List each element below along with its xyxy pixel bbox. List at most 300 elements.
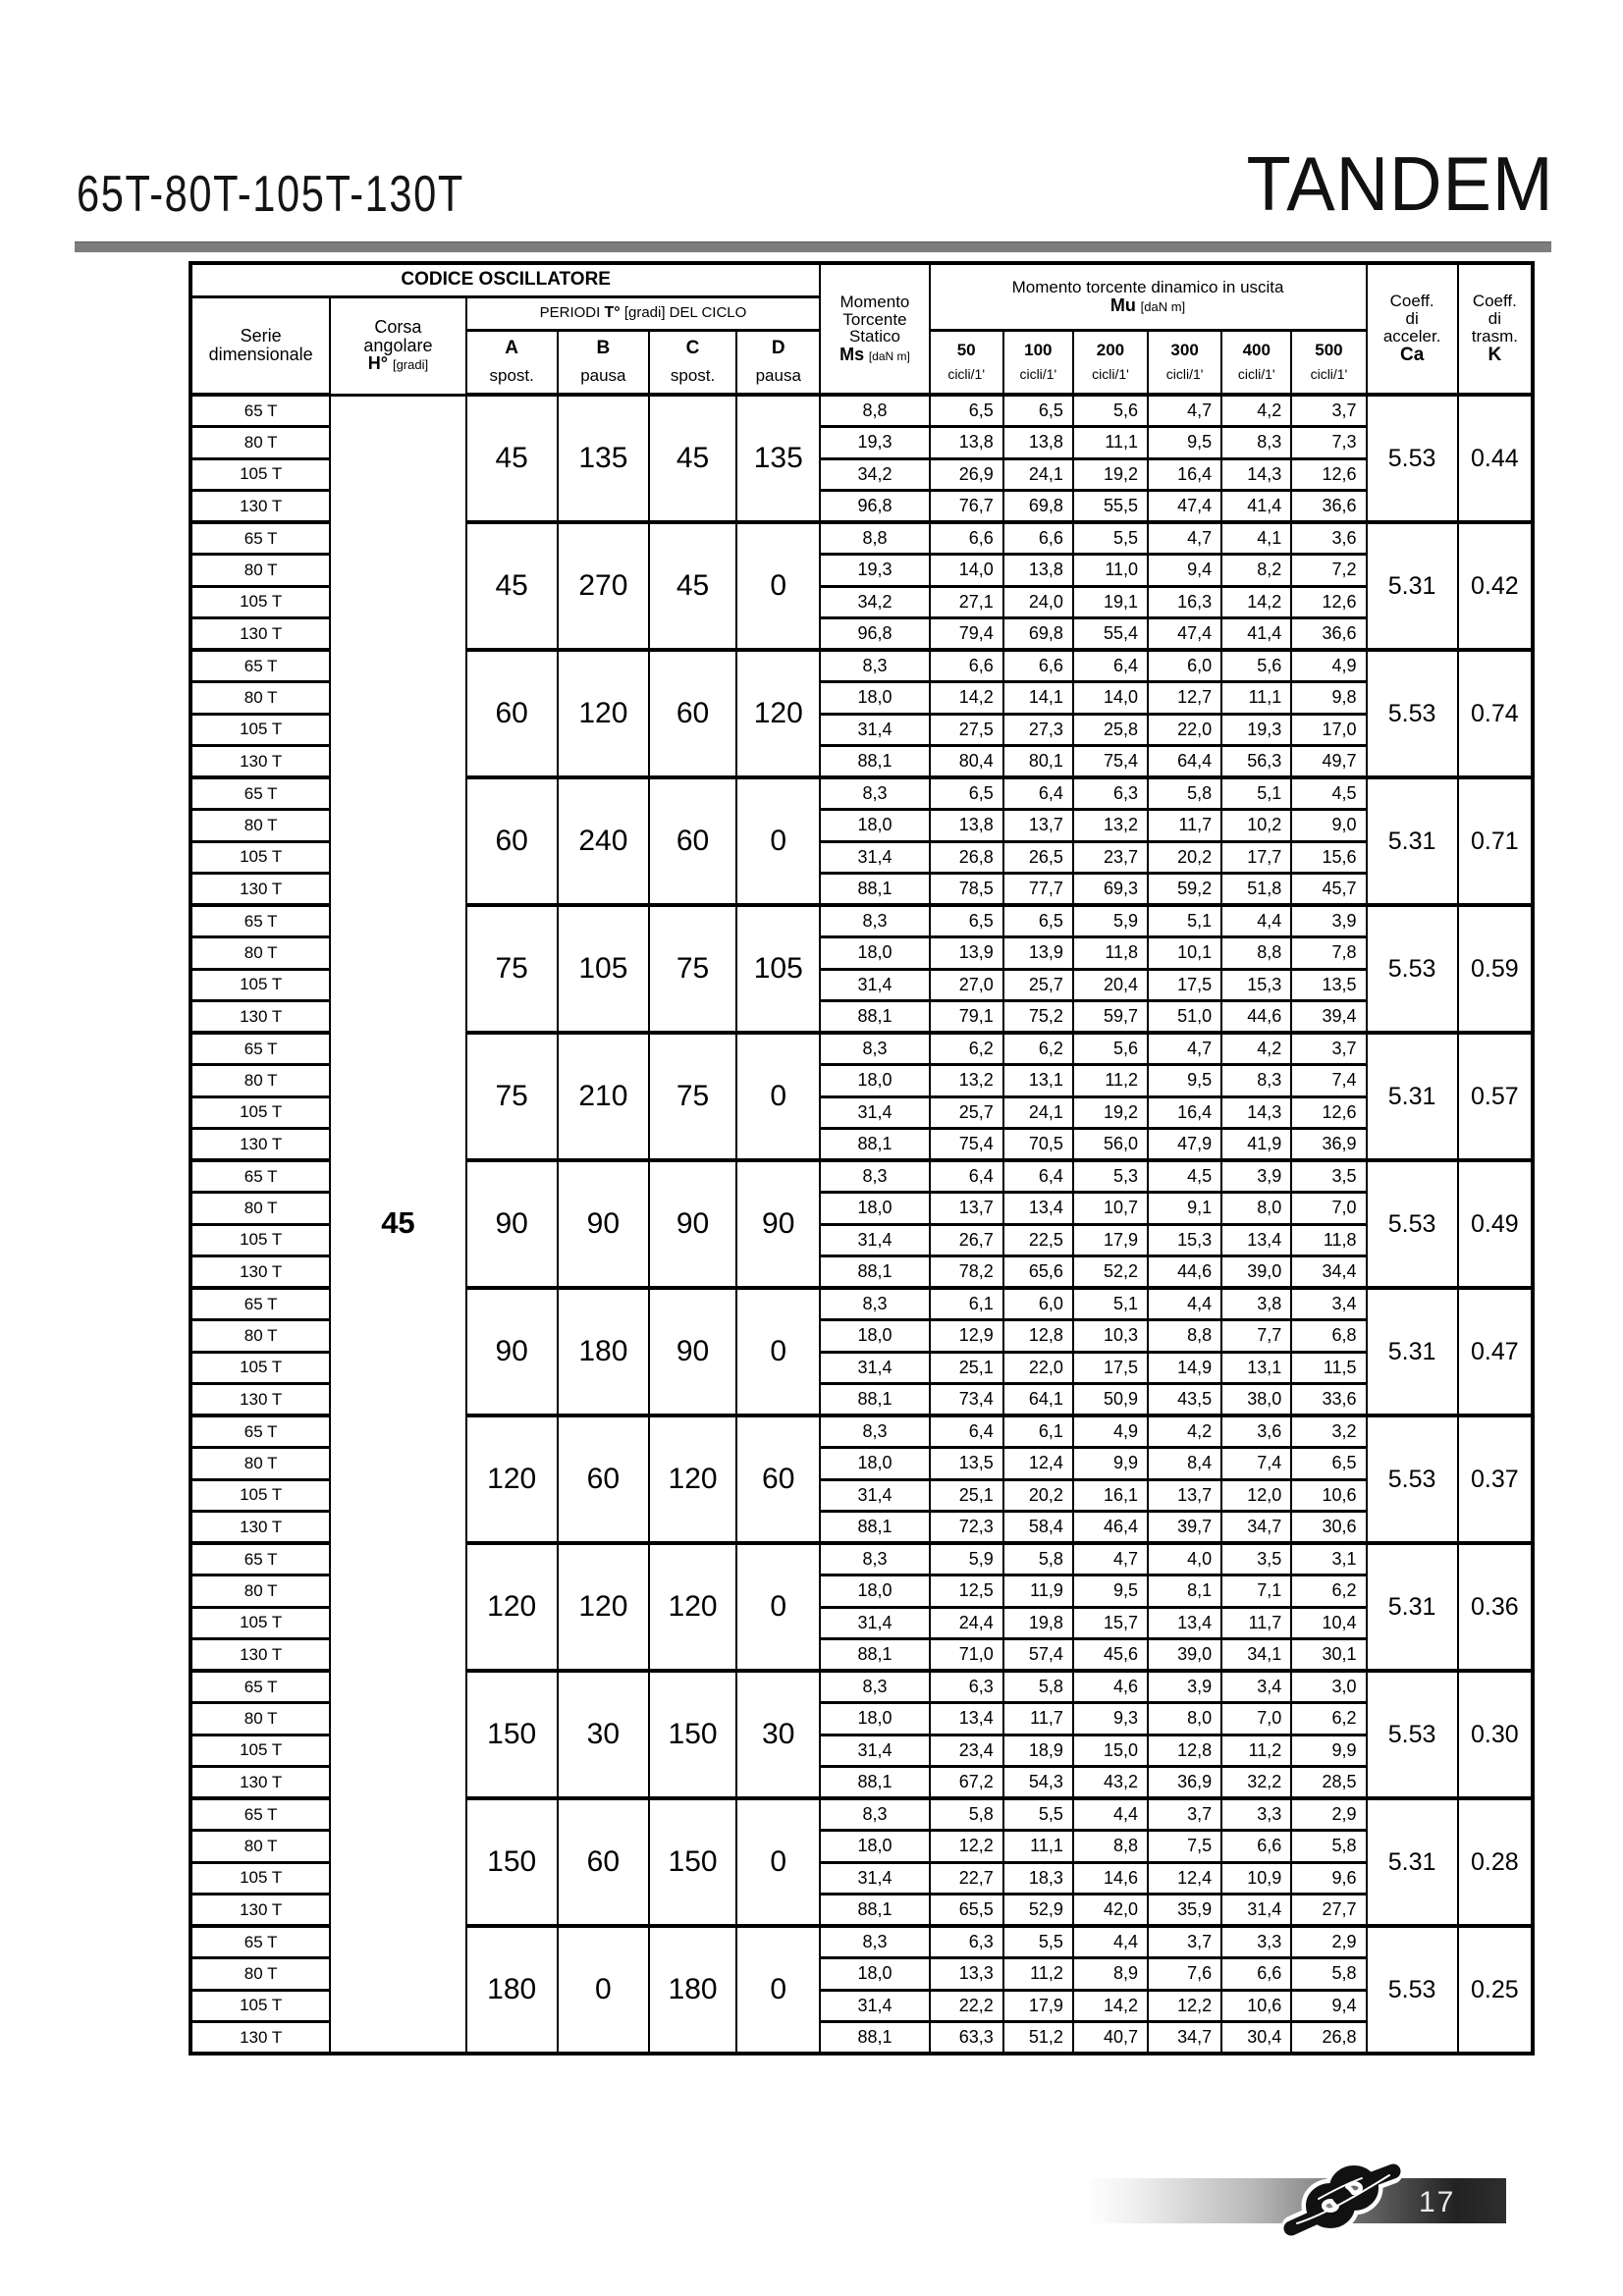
mu-value: 6,4 [930, 1160, 1003, 1193]
mu-value: 15,3 [1148, 1224, 1221, 1256]
page-number: 17 [1419, 2186, 1456, 2218]
mu-value: 17,9 [1003, 1990, 1073, 2022]
serie-cell: 65 T [190, 650, 330, 682]
ms-line: Statico [848, 327, 900, 347]
serie-cell: 80 T [190, 1831, 330, 1863]
mu-value: 11,1 [1221, 682, 1291, 715]
ms-value: 8,8 [820, 395, 929, 427]
serie-cell: 130 T [190, 2022, 330, 2055]
mu-value: 5,8 [930, 1798, 1003, 1831]
mu-value: 6,5 [930, 905, 1003, 937]
mu-value: 3,5 [1291, 1160, 1366, 1193]
mu-value: 5,1 [1073, 1288, 1148, 1320]
serie-cell: 105 T [190, 586, 330, 618]
period-value: 75 [649, 1033, 736, 1160]
mu-value: 7,2 [1291, 555, 1366, 587]
period-value: 30 [736, 1671, 820, 1798]
table-row [190, 395, 1533, 427]
mu-value: 4,9 [1073, 1415, 1148, 1448]
mu-value: 5,8 [1148, 777, 1221, 810]
mu-value: 12,2 [930, 1831, 1003, 1863]
mu-value: 28,5 [1291, 1767, 1366, 1799]
ms-value: 88,1 [820, 1512, 929, 1544]
serie-cell: 105 T [190, 1224, 330, 1256]
mu-value: 39,0 [1148, 1639, 1221, 1672]
mu-value: 12,0 [1221, 1479, 1291, 1512]
mu-value: 70,5 [1003, 1129, 1073, 1161]
mu-value: 56,0 [1073, 1129, 1148, 1161]
mu-value: 4,4 [1148, 1288, 1221, 1320]
mu-value: 69,8 [1003, 618, 1073, 651]
mu-value: 11,2 [1003, 1958, 1073, 1991]
mu-value: 36,9 [1291, 1129, 1366, 1161]
period-value: 180 [649, 1926, 736, 2054]
mu-value: 5,5 [1003, 1926, 1073, 1958]
mu-value: 42,0 [1073, 1895, 1148, 1927]
mu-value: 15,7 [1073, 1607, 1148, 1639]
mu-value: 6,6 [930, 522, 1003, 555]
mu-value: 7,3 [1291, 427, 1366, 459]
serie-cell: 80 T [190, 1065, 330, 1097]
ms-value: 8,3 [820, 1798, 929, 1831]
period-value: 0 [736, 1288, 820, 1415]
serie-cell: 130 T [190, 1001, 330, 1034]
mu-value: 9,4 [1291, 1990, 1366, 2022]
mu-value: 13,5 [930, 1448, 1003, 1480]
ms-value: 88,1 [820, 1001, 929, 1034]
mu-value: 5,6 [1073, 1033, 1148, 1065]
mu-value: 14,2 [1221, 586, 1291, 618]
ms-value: 8,3 [820, 1671, 929, 1703]
header-cicli-400: 400 cicli/1' [1221, 330, 1291, 395]
mu-value: 69,3 [1073, 874, 1148, 906]
mu-value: 4,5 [1148, 1160, 1221, 1193]
k-value: 0.36 [1458, 1543, 1533, 1671]
period-value: 150 [649, 1798, 736, 1926]
ms-value: 18,0 [820, 1575, 929, 1608]
serie-cell: 105 T [190, 969, 330, 1001]
mu-value: 10,2 [1221, 810, 1291, 842]
mu-value: 3,9 [1148, 1671, 1221, 1703]
ms-value: 31,4 [820, 1096, 929, 1129]
period-value: 60 [649, 777, 736, 905]
serie-cell: 80 T [190, 810, 330, 842]
mu-value: 3,9 [1221, 1160, 1291, 1193]
mu-value: 10,1 [1148, 937, 1221, 970]
mu-value: 58,4 [1003, 1512, 1073, 1544]
mu-value: 6,6 [1221, 1831, 1291, 1863]
mu-value: 4,7 [1148, 522, 1221, 555]
mu-value: 3,8 [1221, 1288, 1291, 1320]
mu-value: 44,6 [1148, 1256, 1221, 1289]
coeff-ca-symbol: Ca [1399, 344, 1425, 365]
serie-line: dimensionale [208, 344, 313, 364]
header-cicli-300: 300 cicli/1' [1148, 330, 1221, 395]
mu-value: 36,6 [1291, 618, 1366, 651]
mu-value: 24,4 [930, 1607, 1003, 1639]
mu-value: 78,5 [930, 874, 1003, 906]
mu-symbol: Mu [daN m] [1109, 294, 1186, 315]
mu-value: 14,3 [1221, 1096, 1291, 1129]
mu-value: 57,4 [1003, 1639, 1073, 1672]
mu-value: 8,3 [1221, 1065, 1291, 1097]
brand-title: TANDEM [1246, 140, 1554, 227]
serie-cell: 105 T [190, 841, 330, 874]
serie-cell: 65 T [190, 905, 330, 937]
mu-value: 23,7 [1073, 841, 1148, 874]
mu-value: 10,6 [1221, 1990, 1291, 2022]
periodi-t: T° [604, 303, 621, 321]
period-value: 45 [649, 395, 736, 522]
mu-value: 45,6 [1073, 1639, 1148, 1672]
mu-value: 11,1 [1003, 1831, 1073, 1863]
mu-value: 14,3 [1221, 458, 1291, 491]
mu-value: 5,6 [1073, 395, 1148, 427]
corsa-angolare-value: 45 [330, 395, 465, 2054]
mu-value: 50,9 [1073, 1384, 1148, 1416]
mu-value: 14,9 [1148, 1352, 1221, 1384]
mu-value: 12,9 [930, 1320, 1003, 1353]
mu-value: 3,3 [1221, 1798, 1291, 1831]
mu-value: 9,3 [1073, 1703, 1148, 1735]
ms-value: 8,3 [820, 1926, 929, 1958]
serie-cell: 80 T [190, 1193, 330, 1225]
period-value: 90 [736, 1160, 820, 1288]
mu-value: 15,0 [1073, 1735, 1148, 1767]
ms-line: Momento [839, 292, 910, 311]
serie-cell: 80 T [190, 427, 330, 459]
spec-table-body [190, 395, 1533, 2054]
mu-value: 4,9 [1291, 650, 1366, 682]
mu-value: 26,5 [1003, 841, 1073, 874]
mu-value: 73,4 [930, 1384, 1003, 1416]
period-value: 75 [466, 1033, 558, 1160]
mu-value: 25,7 [930, 1096, 1003, 1129]
mu-value: 75,2 [1003, 1001, 1073, 1034]
ms-value: 19,3 [820, 555, 929, 587]
mu-value: 3,7 [1291, 395, 1366, 427]
period-value: 0 [736, 1798, 820, 1926]
serie-cell: 65 T [190, 1671, 330, 1703]
mu-value: 34,7 [1221, 1512, 1291, 1544]
mu-value: 9,0 [1291, 810, 1366, 842]
mu-value: 27,3 [1003, 714, 1073, 746]
period-value: 120 [649, 1543, 736, 1671]
mu-value: 47,4 [1148, 491, 1221, 523]
ca-value: 5.31 [1367, 1288, 1458, 1415]
period-value: 75 [466, 905, 558, 1033]
corsa-line: angolare [363, 335, 433, 355]
mu-value: 13,8 [1003, 427, 1073, 459]
period-value: 90 [466, 1160, 558, 1288]
mu-value: 24,1 [1003, 1096, 1073, 1129]
mu-value: 6,0 [1003, 1288, 1073, 1320]
mu-value: 17,0 [1291, 714, 1366, 746]
mu-value: 56,3 [1221, 746, 1291, 778]
period-value: 150 [649, 1671, 736, 1798]
mu-value: 13,3 [930, 1958, 1003, 1991]
mu-value: 15,6 [1291, 841, 1366, 874]
ms-value: 8,3 [820, 1543, 929, 1575]
mu-value: 76,7 [930, 491, 1003, 523]
mu-value: 47,4 [1148, 618, 1221, 651]
mu-value: 78,2 [930, 1256, 1003, 1289]
ms-value: 8,3 [820, 650, 929, 682]
mu-value: 51,2 [1003, 2022, 1073, 2055]
mu-value: 12,8 [1148, 1735, 1221, 1767]
mu-value: 4,7 [1148, 1033, 1221, 1065]
mu-value: 5,5 [1003, 1798, 1073, 1831]
serie-cell: 130 T [190, 1384, 330, 1416]
period-value: 210 [558, 1033, 649, 1160]
mu-value: 11,9 [1003, 1575, 1073, 1608]
mu-value: 12,8 [1003, 1320, 1073, 1353]
mu-value: 11,8 [1073, 937, 1148, 970]
mu-value: 14,2 [930, 682, 1003, 715]
period-value: 0 [736, 1033, 820, 1160]
serie-cell: 65 T [190, 395, 330, 427]
mu-value: 13,2 [1073, 810, 1148, 842]
serie-cell: 65 T [190, 522, 330, 555]
ms-value: 88,1 [820, 1256, 929, 1289]
period-value: 180 [466, 1926, 558, 2054]
ms-value: 31,4 [820, 1607, 929, 1639]
ms-value: 31,4 [820, 841, 929, 874]
ms-value: 31,4 [820, 1862, 929, 1895]
header-codice-oscillatore: CODICE OSCILLATORE [190, 263, 820, 296]
mu-value: 3,7 [1148, 1798, 1221, 1831]
mu-value: 43,5 [1148, 1384, 1221, 1416]
mu-value: 16,4 [1148, 458, 1221, 491]
period-value: 60 [558, 1415, 649, 1543]
coeff-line: di [1488, 309, 1501, 329]
ms-value: 18,0 [820, 1703, 929, 1735]
k-value: 0.37 [1458, 1415, 1533, 1543]
mu-value: 2,9 [1291, 1798, 1366, 1831]
ca-value: 5.31 [1367, 1543, 1458, 1671]
mu-value: 26,8 [930, 841, 1003, 874]
ms-value: 31,4 [820, 1352, 929, 1384]
mu-value: 4,5 [1291, 777, 1366, 810]
ms-value: 18,0 [820, 810, 929, 842]
mu-value: 18,3 [1003, 1862, 1073, 1895]
mu-value: 5,9 [930, 1543, 1003, 1575]
period-value: 90 [558, 1160, 649, 1288]
header-cicli-100: 100 cicli/1' [1003, 330, 1073, 395]
period-value: 150 [466, 1798, 558, 1926]
mu-value: 9,5 [1073, 1575, 1148, 1608]
period-value: 120 [466, 1543, 558, 1671]
serie-cell: 105 T [190, 1990, 330, 2022]
k-value: 0.59 [1458, 905, 1533, 1033]
mu-value: 75,4 [1073, 746, 1148, 778]
ms-value: 8,8 [820, 522, 929, 555]
mu-value: 77,7 [1003, 874, 1073, 906]
serie-cell: 65 T [190, 1926, 330, 1958]
ca-value: 5.53 [1367, 650, 1458, 777]
mu-value: 39,7 [1148, 1512, 1221, 1544]
mu-value: 9,8 [1291, 682, 1366, 715]
period-value: 0 [736, 522, 820, 650]
serie-cell: 65 T [190, 1033, 330, 1065]
mu-value: 12,2 [1148, 1990, 1221, 2022]
mu-value: 13,8 [1003, 555, 1073, 587]
mu-value: 11,0 [1073, 555, 1148, 587]
mu-value: 5,8 [1291, 1831, 1366, 1863]
mu-value: 6,4 [1073, 650, 1148, 682]
mu-value: 9,1 [1148, 1193, 1221, 1225]
mu-value: 9,9 [1291, 1735, 1366, 1767]
mu-value: 34,7 [1148, 2022, 1221, 2055]
mu-value: 5,1 [1221, 777, 1291, 810]
mu-value: 3,7 [1148, 1926, 1221, 1958]
serie-cell: 105 T [190, 1735, 330, 1767]
mu-value: 22,0 [1148, 714, 1221, 746]
ms-value: 31,4 [820, 714, 929, 746]
period-value: 135 [558, 395, 649, 522]
mu-value: 7,5 [1148, 1831, 1221, 1863]
ms-value: 88,1 [820, 1767, 929, 1799]
coeff-line: di [1405, 309, 1419, 329]
mu-value: 12,7 [1148, 682, 1221, 715]
coeff-k-symbol: K [1488, 344, 1502, 365]
mu-value: 10,9 [1221, 1862, 1291, 1895]
mu-value: 43,2 [1073, 1767, 1148, 1799]
mu-value: 6,6 [1003, 522, 1073, 555]
mu-value: 4,7 [1073, 1543, 1148, 1575]
mu-value: 30,4 [1221, 2022, 1291, 2055]
mu-value: 80,1 [1003, 746, 1073, 778]
mu-value: 24,0 [1003, 586, 1073, 618]
mu-value: 3,5 [1221, 1543, 1291, 1575]
ms-value: 88,1 [820, 746, 929, 778]
mu-value: 13,7 [930, 1193, 1003, 1225]
mu-value: 31,4 [1221, 1895, 1291, 1927]
mu-value: 16,3 [1148, 586, 1221, 618]
period-value: 240 [558, 777, 649, 905]
ms-value: 18,0 [820, 1193, 929, 1225]
period-value: 105 [736, 905, 820, 1033]
mu-value: 51,8 [1221, 874, 1291, 906]
mu-value: 79,1 [930, 1001, 1003, 1034]
mu-value: 5,8 [1003, 1543, 1073, 1575]
mu-value: 12,4 [1148, 1862, 1221, 1895]
header-period-a: A spost. [466, 330, 558, 395]
serie-cell: 105 T [190, 1607, 330, 1639]
mu-value: 13,7 [1003, 810, 1073, 842]
mu-value: 3,3 [1221, 1926, 1291, 1958]
mu-value: 41,4 [1221, 618, 1291, 651]
k-value: 0.44 [1458, 395, 1533, 522]
corsa-symbol: H° [gradi] [367, 353, 429, 374]
periodi-post: [gradi] DEL CICLO [623, 303, 747, 321]
mu-value: 7,1 [1221, 1575, 1291, 1608]
mu-value: 3,6 [1291, 522, 1366, 555]
ms-value: 8,3 [820, 1033, 929, 1065]
mu-value: 24,1 [1003, 458, 1073, 491]
mu-value: 11,2 [1221, 1735, 1291, 1767]
ms-value: 8,3 [820, 777, 929, 810]
period-value: 120 [649, 1415, 736, 1543]
mu-value: 33,6 [1291, 1384, 1366, 1416]
mu-value: 80,4 [930, 746, 1003, 778]
mu-value: 17,7 [1221, 841, 1291, 874]
mu-value: 14,6 [1073, 1862, 1148, 1895]
mu-value: 3,4 [1221, 1671, 1291, 1703]
mu-value: 6,6 [1221, 1958, 1291, 1991]
mu-value: 13,4 [1148, 1607, 1221, 1639]
mu-value: 7,0 [1221, 1703, 1291, 1735]
mu-value: 20,2 [1148, 841, 1221, 874]
header-coeff-trasm [1458, 263, 1533, 395]
ca-value: 5.53 [1367, 1415, 1458, 1543]
mu-value: 6,1 [930, 1288, 1003, 1320]
serie-cell: 80 T [190, 682, 330, 715]
serie-cell: 130 T [190, 491, 330, 523]
mu-value: 10,6 [1291, 1479, 1366, 1512]
mu-value: 38,0 [1221, 1384, 1291, 1416]
mu-value: 26,7 [930, 1224, 1003, 1256]
mu-value: 75,4 [930, 1129, 1003, 1161]
mu-value: 27,0 [930, 969, 1003, 1001]
mu-value: 30,6 [1291, 1512, 1366, 1544]
mu-value: 32,2 [1221, 1767, 1291, 1799]
ms-value: 88,1 [820, 1129, 929, 1161]
ms-value: 31,4 [820, 1479, 929, 1512]
mu-value: 46,4 [1073, 1512, 1148, 1544]
mu-value: 16,1 [1073, 1479, 1148, 1512]
ms-value: 96,8 [820, 618, 929, 651]
mu-value: 26,8 [1291, 2022, 1366, 2055]
mu-value: 6,2 [1291, 1575, 1366, 1608]
mu-value: 7,4 [1221, 1448, 1291, 1480]
mu-value: 8,0 [1148, 1703, 1221, 1735]
serie-cell: 105 T [190, 1352, 330, 1384]
ms-value: 8,3 [820, 1160, 929, 1193]
mu-value: 79,4 [930, 618, 1003, 651]
mu-value: 13,1 [1221, 1352, 1291, 1384]
serie-cell: 130 T [190, 1256, 330, 1289]
mu-value: 6,5 [1291, 1448, 1366, 1480]
mu-value: 8,1 [1148, 1575, 1221, 1608]
period-value: 60 [649, 650, 736, 777]
mu-value: 3,4 [1291, 1288, 1366, 1320]
mu-value: 34,4 [1291, 1256, 1366, 1289]
serie-cell: 105 T [190, 458, 330, 491]
mu-value: 12,6 [1291, 586, 1366, 618]
period-value: 90 [649, 1160, 736, 1288]
mu-value: 10,4 [1291, 1607, 1366, 1639]
mu-value: 7,7 [1221, 1320, 1291, 1353]
mu-value: 22,0 [1003, 1352, 1073, 1384]
serie-cell: 130 T [190, 1895, 330, 1927]
mu-value: 5,5 [1073, 522, 1148, 555]
header-corsa-angolare [330, 296, 465, 395]
ms-value: 18,0 [820, 1065, 929, 1097]
mu-value: 59,7 [1073, 1001, 1148, 1034]
mu-value: 7,0 [1291, 1193, 1366, 1225]
mu-value: 23,4 [930, 1735, 1003, 1767]
mu-value: 4,4 [1073, 1926, 1148, 1958]
serie-cell: 80 T [190, 555, 330, 587]
mu-value: 41,4 [1221, 491, 1291, 523]
mu-value: 4,7 [1148, 395, 1221, 427]
period-value: 45 [466, 522, 558, 650]
ms-value: 88,1 [820, 1384, 929, 1416]
mu-value: 9,4 [1148, 555, 1221, 587]
mu-value: 13,8 [930, 427, 1003, 459]
period-value: 0 [736, 1926, 820, 2054]
